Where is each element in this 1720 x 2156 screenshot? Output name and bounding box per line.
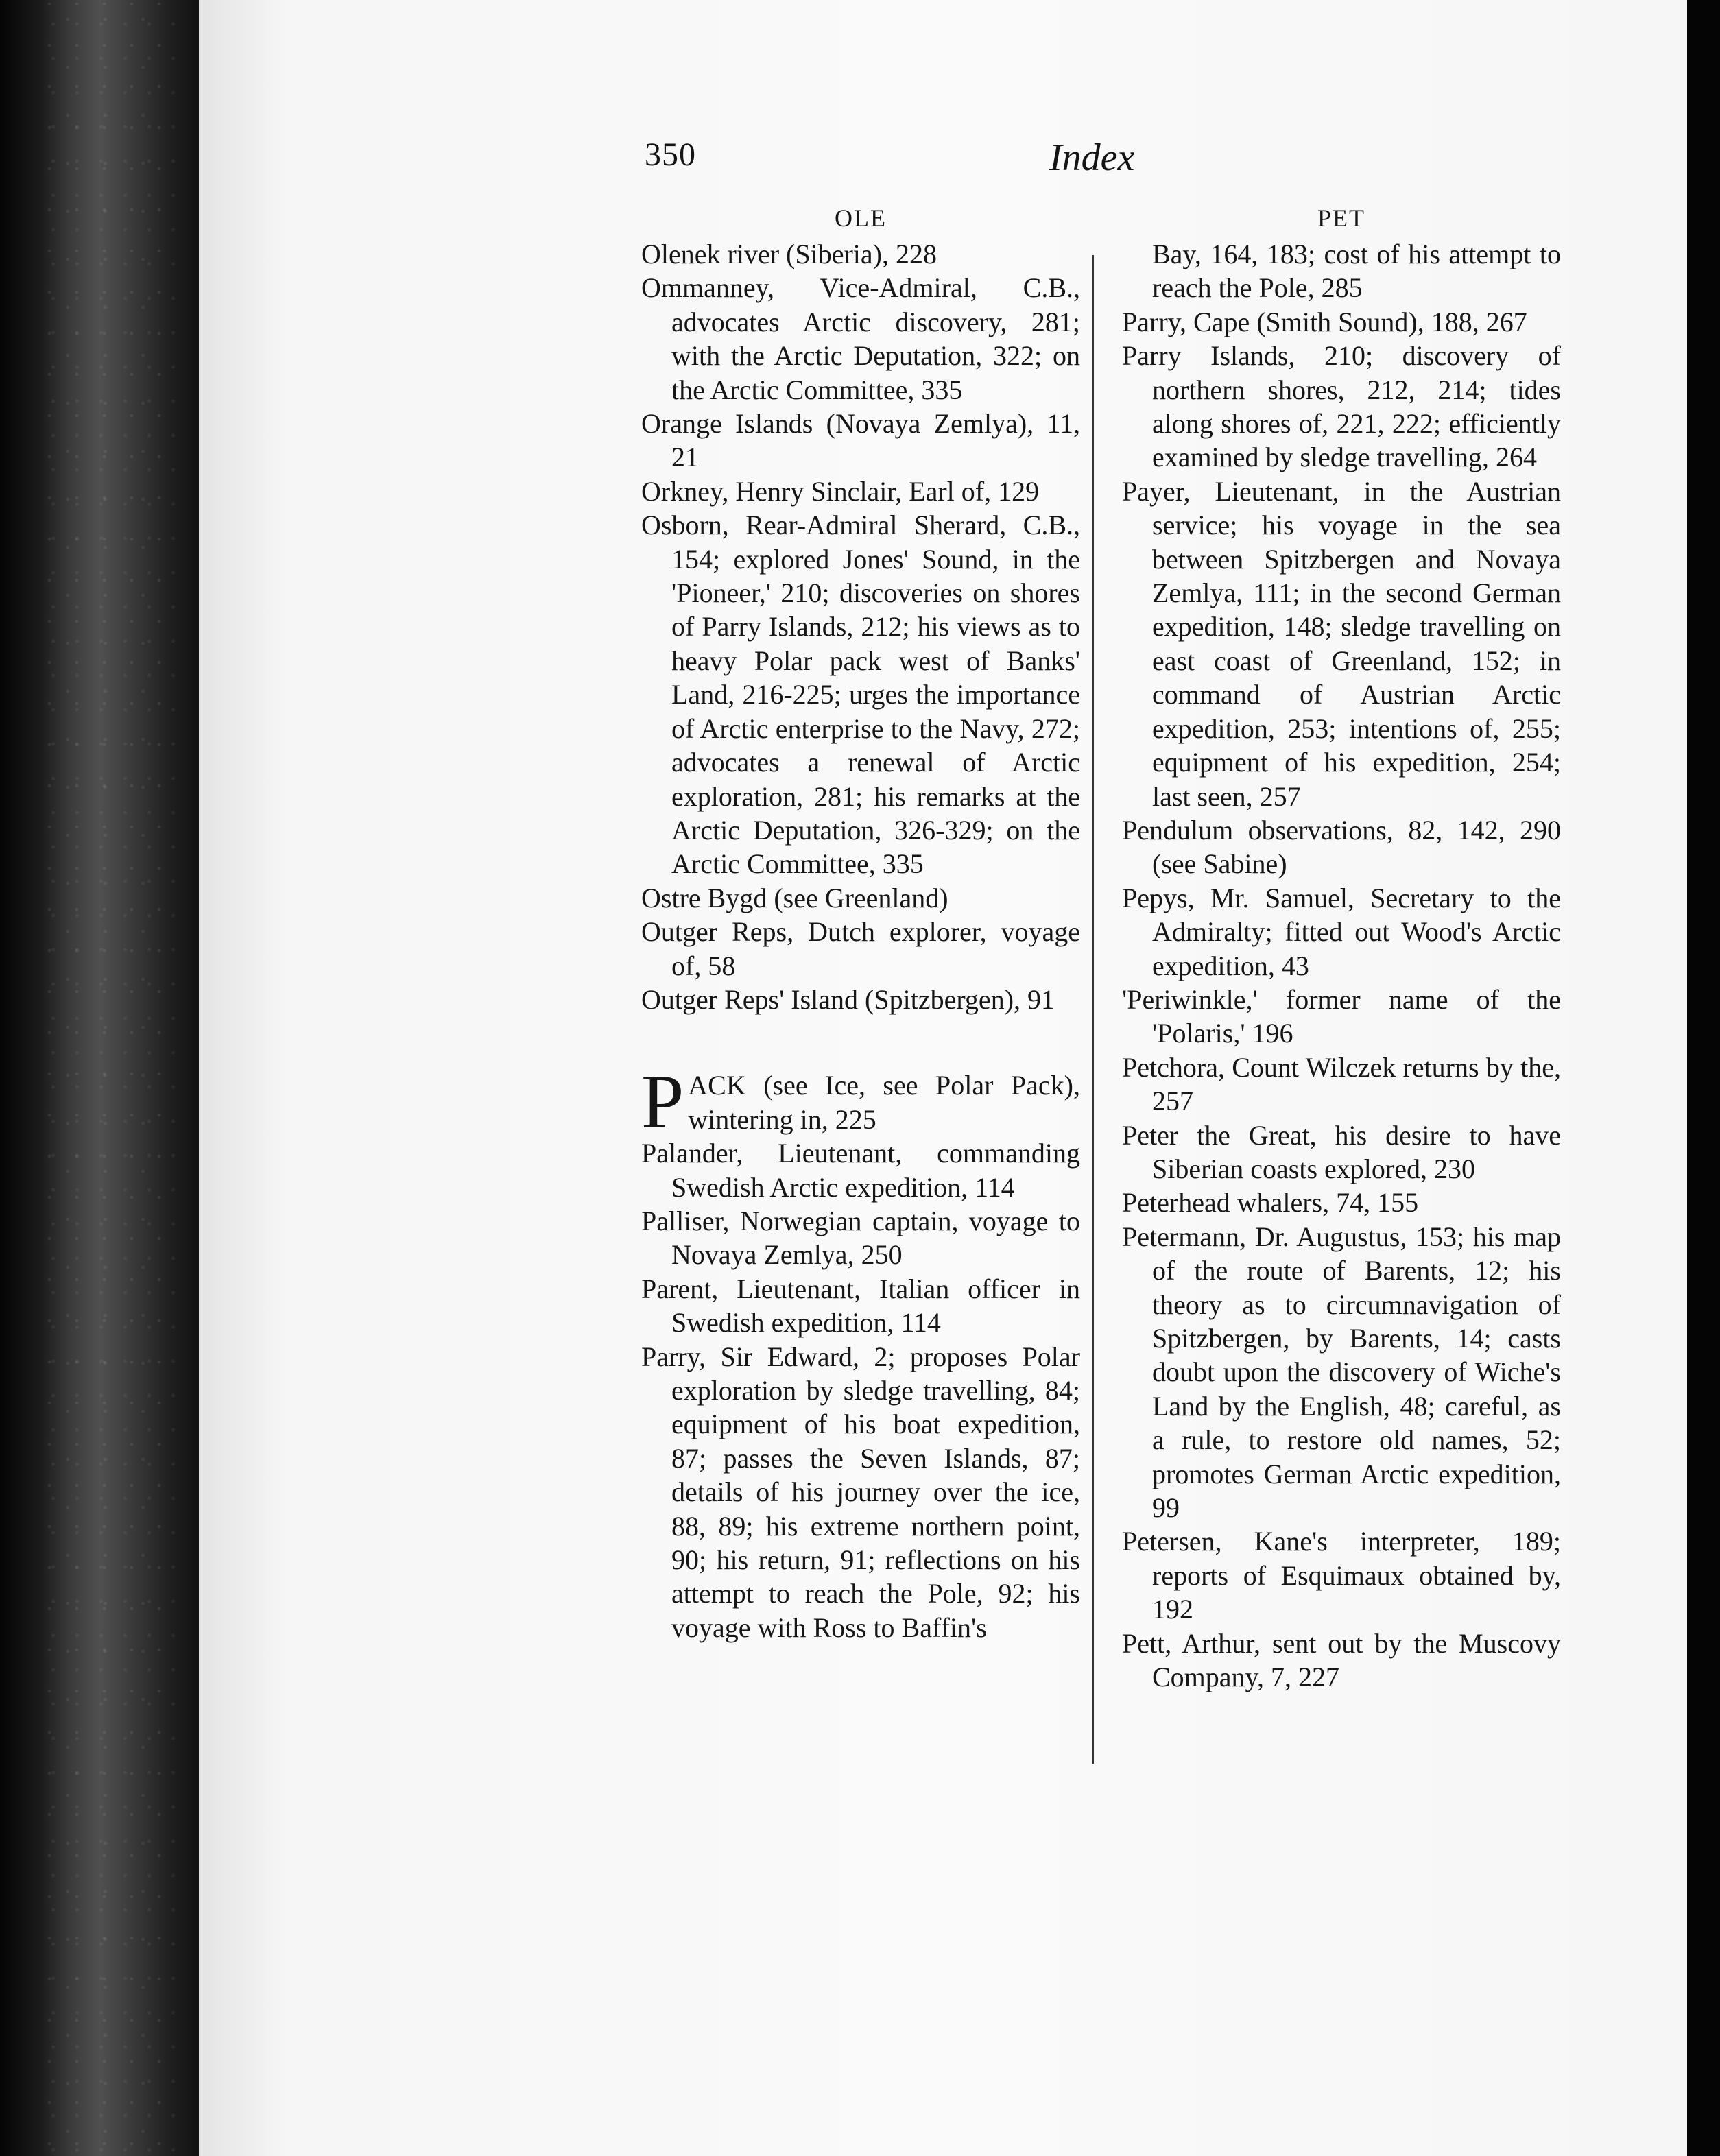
column-divider (1092, 255, 1094, 1764)
page-header (645, 136, 1564, 184)
page-number: 350 (645, 136, 696, 173)
section-start-entry (641, 1059, 1080, 1145)
index-entry: Parry, Sir Edward, 2; proposes Polar exploration by sledge travelling, 84; equipment of his boat expedition, 87; passes the Seven Islands, 87; details of his journey over the ice, 88, 89; his extreme northern point, 90; his return, 91; reflections on his attempt to reach the Pole, 92; his voyage with Ross to Baffin's (641, 1341, 1080, 1643)
index-entry: Pett, Arthur, sent out by the Muscovy Company, 7, 227 (1122, 1627, 1561, 1693)
left-column-heading: OLE (835, 204, 887, 232)
index-entry: Petchora, Count Wilczek returns by the, 257 (1122, 1051, 1561, 1117)
index-entry: Pendulum observations, 82, 142, 290 (see Sabine) (1122, 814, 1561, 880)
drop-cap: P (641, 1059, 684, 1145)
index-entry: Outger Reps, Dutch explorer, voyage of, 58 (641, 916, 1080, 981)
index-entry: Peter the Great, his desire to have Siberian coasts explored, 230 (1122, 1119, 1561, 1184)
book-binding (0, 0, 199, 2156)
right-column-heading: PET (1317, 204, 1365, 232)
index-entry: 'Periwinkle,' former name of the 'Polaris,' 196 (1122, 983, 1561, 1049)
index-entry: Palliser, Norwegian captain, voyage to Novaya Zemlya, 250 (641, 1205, 1080, 1271)
index-entry: Osborn, Rear-Admiral Sherard, C.B., 154; explored Jones' Sound, in the 'Pioneer,' 210; discoveries on shores of Parry Islands, 212; his views as to heavy Polar pack west of Banks' Land, 216-225; urges the importance of Arctic enterprise to the Navy, 272; advocates a renewal of Arctic exploration, 281; his remarks at the Arctic Deputation, 326-329; on the Arctic Committee, 335 (641, 510, 1080, 880)
index-entry: Petermann, Dr. Augustus, 153; his map of the route of Barents, 12; his theory as to circumnavigation of Spitzbergen, by Barents, 14; casts doubt upon the discovery of Wiche's Land by the English, 48; careful, as a rule, to restore old names, 52; promotes German Arctic expedition, 99 (1122, 1221, 1561, 1524)
index-entry: Ostre Bygd (see Greenland) (641, 882, 948, 913)
index-entry: Outger Reps' Island (Spitzbergen), 91 (641, 983, 1055, 1015)
index-entry: Parry Islands, 210; discovery of northern shores, 212, 214; tides along shores of, 221, 222; efficiently examined by sledge travelling, 264 (1122, 340, 1561, 473)
index-entry: Parry, Cape (Smith Sound), 188, 267 (1122, 306, 1527, 337)
index-entry: Orange Islands (Novaya Zemlya), 11, 21 (641, 408, 1080, 473)
right-column (1122, 199, 1561, 1694)
left-entries-after (641, 1136, 1080, 1644)
index-entry: Palander, Lieutenant, commanding Swedish Arctic expedition, 114 (641, 1138, 1080, 1203)
index-entry: Olenek river (Siberia), 228 (641, 239, 937, 270)
left-column (641, 199, 1080, 1644)
index-entry: Petersen, Kane's interpreter, 189; reports of Esquimaux obtained by, 192 (1122, 1526, 1561, 1625)
left-entries-before (641, 237, 1080, 1016)
dropcap-entry-text: ACK (see Ice, see Polar Pack), wintering in, 225 (688, 1070, 1080, 1135)
index-entry: Pepys, Mr. Samuel, Secretary to the Admiralty; fitted out Wood's Arctic expedition, 43 (1122, 882, 1561, 981)
index-entry: Ommanney, Vice-Admiral, C.B., advocates Arctic discovery, 281; with the Arctic Deputation, 322; on the Arctic Committee, 335 (641, 272, 1080, 405)
section-gap (641, 1016, 1080, 1068)
index-entry: Orkney, Henry Sinclair, Earl of, 129 (641, 475, 1040, 507)
right-entries (1122, 305, 1561, 1694)
index-entry: Payer, Lieutenant, in the Austrian service; his voyage in the sea between Spitzbergen and Novaya Zemlya, 111; in the second German expedition, 148; sledge travelling on east coast of Greenland, 152; in command of Austrian Arctic expedition, 253; intentions of, 255; equipment of his expedition, 254; last seen, 257 (1122, 475, 1561, 812)
index-entry-continuation: Bay, 164, 183; cost of his attempt to reach the Pole, 285 (1152, 239, 1561, 304)
index-entry: Parent, Lieutenant, Italian officer in Swedish expedition, 114 (641, 1273, 1080, 1339)
running-head: Index (1049, 136, 1135, 179)
index-entry: Peterhead whalers, 74, 155 (1122, 1187, 1419, 1219)
page-edge-shadow (1687, 0, 1720, 2156)
